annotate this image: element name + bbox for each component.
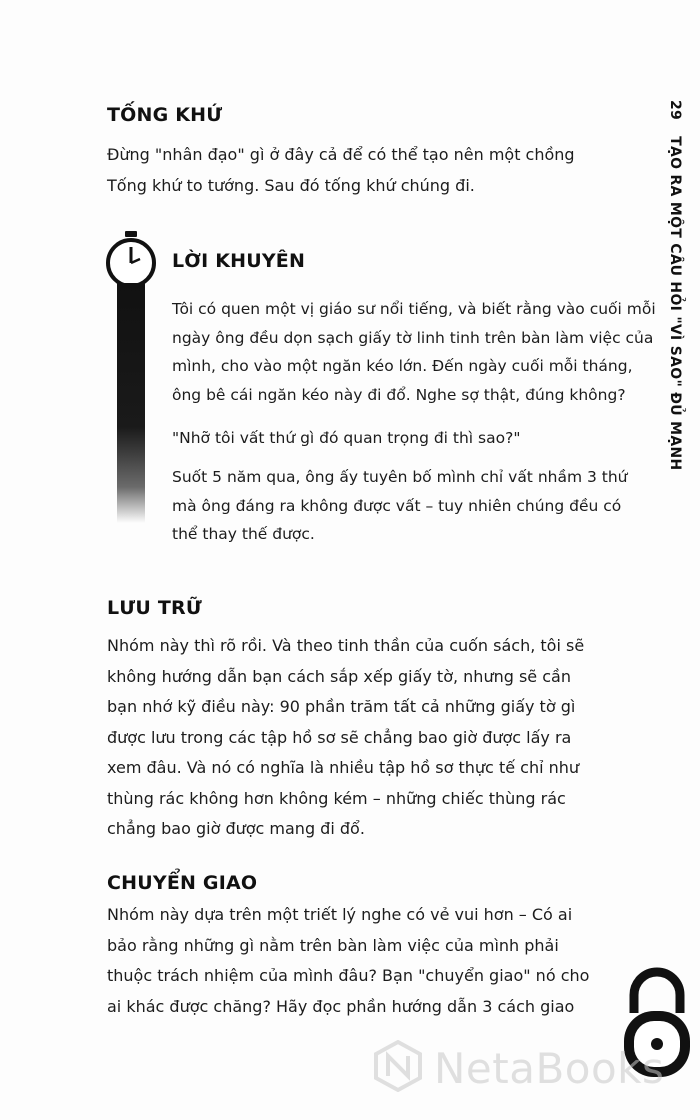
section-body-luu-tru	[107, 631, 584, 845]
text-line: Nhóm này dựa trên một triết lý nghe có vẻ vui hơn – Có ai	[107, 905, 573, 924]
text-line: Tôi có quen một vị giáo sư nổi tiếng, và biết rằng vào cuối mỗi	[172, 300, 656, 318]
text-line: chẳng bao giờ được mang đi đổ.	[107, 819, 365, 838]
section-heading-chuyen-giao: CHUYỂN GIAO	[107, 872, 258, 894]
running-head	[667, 100, 683, 471]
netabooks-logo-icon	[372, 1040, 424, 1096]
section-heading-loi-khuyen: LỜI KHUYÊN	[172, 250, 306, 272]
watermark	[372, 1040, 664, 1096]
timeline-bar	[117, 283, 145, 523]
text-line: ngày ông đều dọn sạch giấy tờ linh tinh trên bàn làm việc của	[172, 328, 654, 347]
watermark-text: NetaBooks	[434, 1043, 665, 1093]
text-line: ai khác được chăng? Hãy đọc phần hướng dẫn 3 cách giao	[107, 996, 575, 1016]
text-line: Tống khứ to tướng. Sau đó tống khứ chúng đi.	[107, 175, 475, 195]
text-line: ông bê cái ngăn kéo này đi đổ. Nghe sợ thật, đúng không?	[172, 385, 626, 404]
tip-paragraph-1	[172, 295, 656, 409]
text-line: thùng rác không hơn không kém – những chiếc thùng rác	[107, 788, 566, 808]
text-line: bảo rằng những gì nằm trên bàn làm việc của mình phải	[107, 935, 559, 955]
text-line: xem đâu. Và nó có nghĩa là nhiều tập hồ sơ thực tế chỉ như	[107, 758, 580, 777]
text-line: được lưu trong các tập hồ sơ sẽ chẳng bao giờ được lấy ra	[107, 727, 572, 747]
section-heading-tong-khu: TỐNG KHỨ	[107, 104, 223, 126]
text-line: bạn nhớ kỹ điều này: 90 phần trăm tất cả những giấy tờ gì	[107, 697, 576, 716]
section-heading-luu-tru: LƯU TRỮ	[107, 597, 202, 619]
text-line: thuộc trách nhiệm của mình đâu? Bạn "chuyển giao" nó cho	[107, 966, 590, 985]
text-line: mà ông đáng ra không được vất – tuy nhiên chúng đều có	[172, 496, 622, 515]
section-body-tong-khu	[107, 140, 575, 201]
clock-icon	[104, 231, 158, 289]
text-line: Nhóm này thì rõ rồi. Và theo tinh thần của cuốn sách, tôi sẽ	[107, 636, 585, 655]
text-line: mình, cho vào một ngăn kéo lớn. Đến ngày cuối mỗi tháng,	[172, 357, 633, 375]
text-line: thể thay thế được.	[172, 525, 315, 543]
text-line: không hướng dẫn bạn cách sắp xếp giấy tờ, nhưng sẽ cần	[107, 666, 571, 686]
page-number: 29	[667, 100, 683, 121]
tip-paragraph-2	[172, 424, 520, 453]
text-line: Đừng "nhân đạo" gì ở đây cả để có thể tạo nên một chồng	[107, 145, 575, 164]
section-body-chuyen-giao	[107, 900, 589, 1022]
tip-paragraph-3	[172, 463, 628, 549]
text-line: Suốt 5 năm qua, ông ấy tuyên bố mình chỉ vất nhầm 3 thứ	[172, 468, 628, 486]
chapter-title: TẠO RA MỘT CÂU HỎI "VÌ SAO" ĐỦ MẠNH	[667, 136, 683, 471]
text-line: "Nhỡ tôi vất thứ gì đó quan trọng đi thì sao?"	[172, 429, 521, 447]
